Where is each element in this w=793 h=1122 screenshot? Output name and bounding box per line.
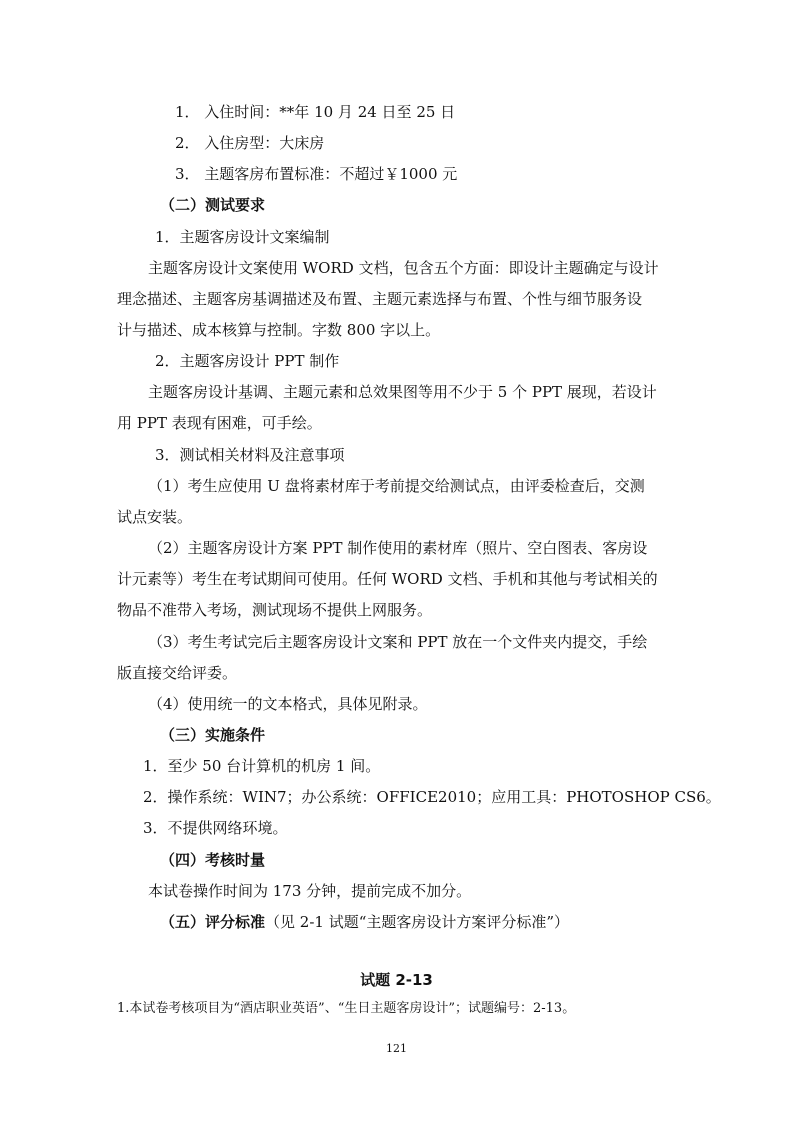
text-line: 2．操作系统：WIN7；办公系统：OFFICE2010；应用工具：PHOTOSHOP CS6。	[143, 788, 721, 806]
text-line: 1．主题客房设计文案编制	[155, 228, 330, 246]
text-line: 版直接交给评委。	[117, 664, 238, 682]
scoring-heading: （五）评分标准	[160, 913, 266, 931]
text-line: 3．测试相关材料及注意事项	[155, 446, 345, 464]
scoring-line	[160, 912, 569, 932]
text-line: （4）使用统一的文本格式，具体见附录。	[148, 695, 428, 713]
text-line: 1．至少 50 台计算机的机房 1 间。	[143, 757, 381, 775]
exam-title: 试题 2-13	[360, 971, 433, 989]
text-line: 2．主题客房设计 PPT 制作	[155, 352, 340, 370]
text-line: 3．不提供网络环境。	[143, 819, 288, 837]
text-line: 计元素等）考生在考试期间可使用。任何 WORD 文档、手机和其他与考试相关的	[117, 570, 658, 588]
footnote: 1.本试卷考核项目为“酒店职业英语”、“生日主题客房设计”；试题编号：2-13。	[117, 1001, 576, 1016]
text-line: 2． 入住房型：大床房	[175, 134, 325, 152]
text-line: （2）主题客房设计方案 PPT 制作使用的素材库（照片、空白图表、客房设	[148, 539, 648, 557]
text-line: 计与描述、成本核算与控制。字数 800 字以上。	[117, 321, 441, 339]
section-heading: （三）实施条件	[160, 726, 266, 744]
text-line: 试点安装。	[117, 508, 193, 526]
scoring-note: （见 2-1 试题“主题客房设计方案评分标准”）	[265, 913, 570, 931]
text-line: （3）考生考试完后主题客房设计文案和 PPT 放在一个文件夹内提交，手绘	[148, 633, 648, 651]
text-line: 3． 主题客房布置标准：不超过￥1000 元	[175, 165, 458, 183]
text-line: 本试卷操作时间为 173 分钟，提前完成不加分。	[148, 882, 472, 900]
text-line: （1）考生应使用 U 盘将素材库于考前提交给测试点，由评委检查后，交测	[148, 477, 645, 495]
section-heading: （二）测试要求	[160, 196, 266, 214]
page-number: 121	[386, 1042, 407, 1055]
section-heading: （四）考核时量	[160, 851, 266, 869]
text-line: 物品不准带入考场，测试现场不提供上网服务。	[117, 601, 433, 619]
text-line: 用 PPT 表现有困难，可手绘。	[117, 414, 322, 432]
text-line: 主题客房设计文案使用 WORD 文档，包含五个方面：即设计主题确定与设计	[148, 259, 659, 277]
text-line: 理念描述、主题客房基调描述及布置、主题元素选择与布置、个性与细节服务设	[117, 290, 643, 308]
text-line: 主题客房设计基调、主题元素和总效果图等用不少于 5 个 PPT 展现，若设计	[148, 383, 657, 401]
text-line: 1． 入住时间：**年 10 月 24 日至 25 日	[175, 103, 456, 121]
